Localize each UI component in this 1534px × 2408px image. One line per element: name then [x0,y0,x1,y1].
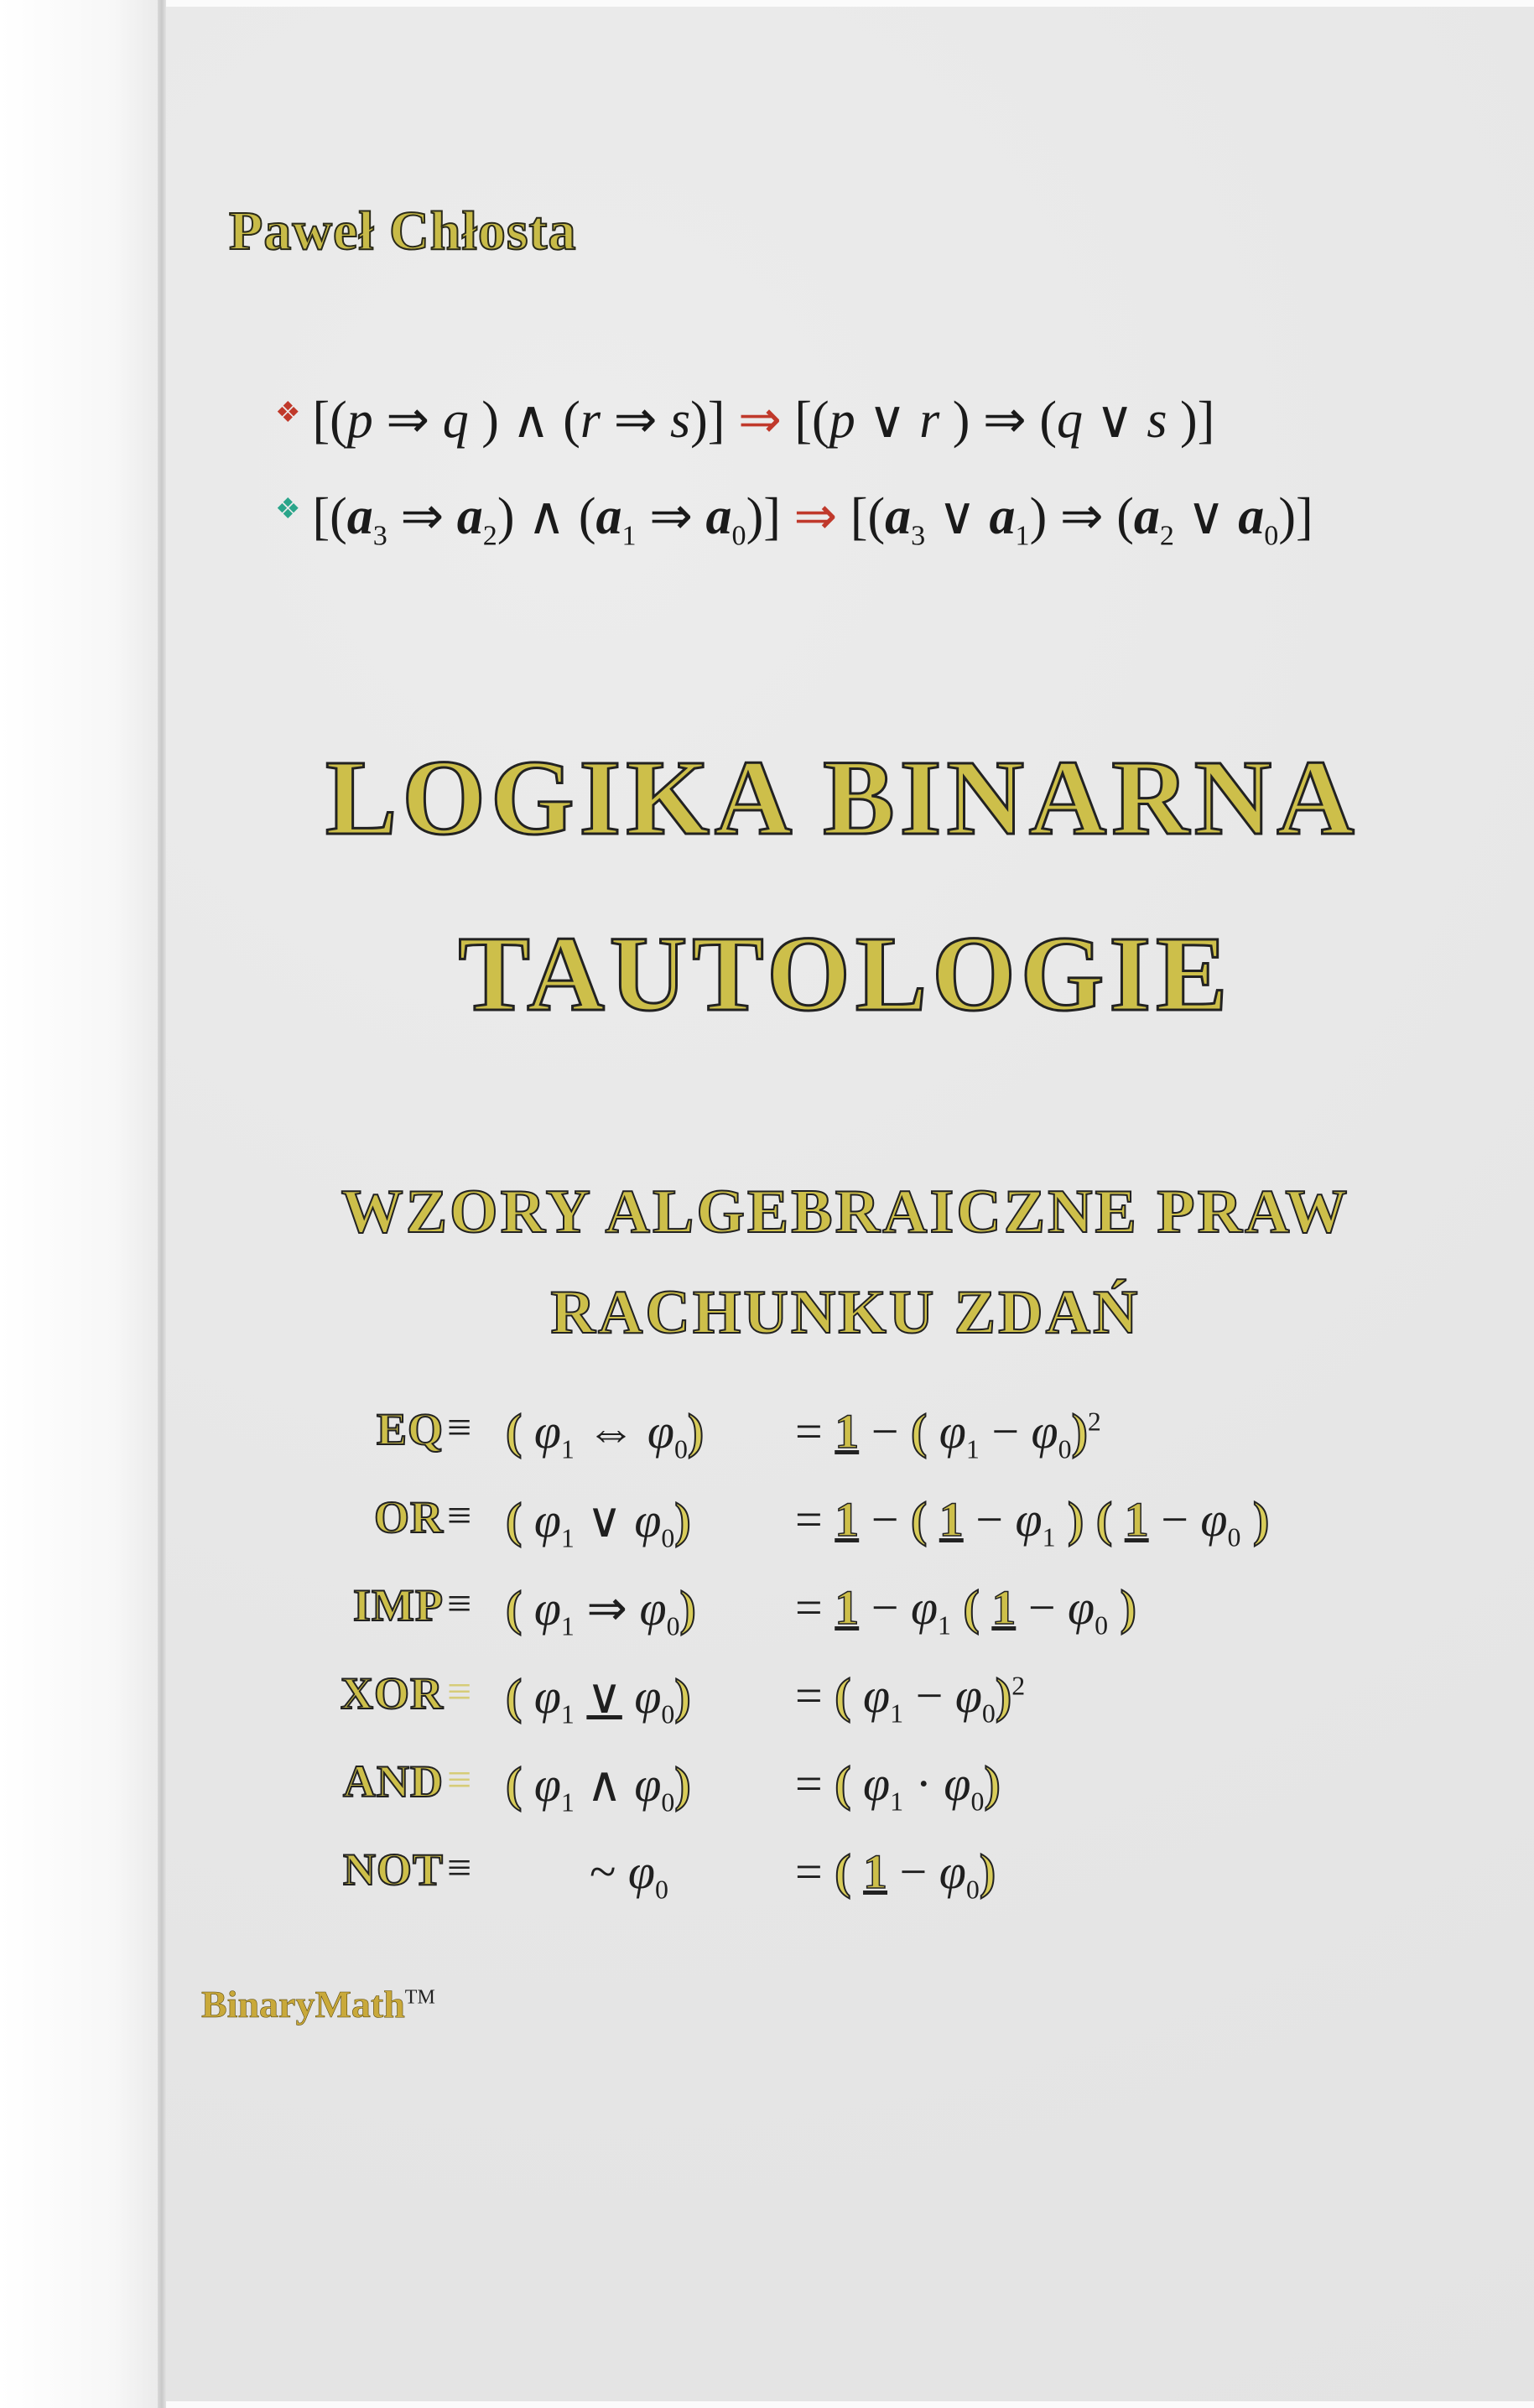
law-expression: = ( $\varphi_1 - \varphi_0)^2$ [795,1668,1026,1729]
law-imp [166,1579,1534,1663]
law-name: IMP [353,1580,444,1630]
equiv-symbol: ≡ [447,1844,472,1892]
law-expression: = ( $\varphi_1 \cdot \varphi_0$) [795,1756,1001,1817]
law-expression: = $1 - \varphi_1$ ( $1 - \varphi_0$ ) [795,1580,1136,1641]
law-or [166,1491,1534,1575]
title-line-1: LOGIKA BINARNA [325,738,1360,857]
spine-edge [158,0,166,2408]
red-diamond-bullet-icon: ❖ [275,398,301,429]
law-name: OR [374,1492,444,1542]
subtitle-line-1: WZORY ALGEBRAICZNE PRAW [341,1178,1350,1246]
law-expression: = ( $1 - \varphi_0$) [795,1844,996,1905]
brand-text: BinaryMath [201,1983,405,2026]
subtitle-line-2: RACHUNKU ZDAŃ [550,1278,1141,1347]
law-xor [166,1667,1534,1751]
tautology-formula-1: ❖ [(p ⇒ q ) ∧ (r ⇒ s)] ⇒ [(p ∨ r ) ⇒ (q ∨ s )] [275,392,1215,449]
law-definition: ( $\varphi_1$ ⇔ $\varphi_0$) [506,1404,705,1464]
title-line-2: TAUTOLOGIE [458,914,1233,1033]
law-name: EQ [376,1404,444,1454]
equiv-symbol: ≡ [447,1756,472,1804]
author-name: Paweł Chłosta [229,200,577,262]
equiv-symbol: ≡ [447,1668,472,1716]
law-expression: = 1 − ( $1 - \varphi_1$ ) ( $1 - \varphi_0$ ) [795,1492,1270,1552]
equiv-symbol: ≡ [447,1404,472,1452]
law-definition: ( $\varphi_1$ ∧ $\varphi_0$) [506,1757,691,1818]
equiv-symbol: ≡ [447,1492,472,1540]
law-name: NOT [342,1844,444,1895]
law-and [166,1755,1534,1839]
publisher-brand [201,1982,435,2026]
trademark-mark: TM [404,1986,435,2009]
law-name: AND [343,1756,444,1807]
book-cover [166,7,1534,2401]
law-eq [166,1403,1534,1487]
tautology-formula-2: ❖ [($a_3$ ⇒ $a_2$) ∧ ($a_1$ ⇒ $a_0$)] ⇒ [($a_3$ ∨ $a_1$) ⇒ ($a_2$ ∨ $a_0$)] [275,488,1313,552]
equiv-symbol: ≡ [447,1580,472,1628]
law-definition: ( $\varphi_1$ ⇒ $\varphi_0$) [506,1581,696,1641]
book-spine [0,0,164,2408]
law-definition: ( $\varphi_1$ ∨ $\varphi_0$) [506,1493,691,1553]
law-not [166,1844,1534,1927]
teal-diamond-bullet-icon: ❖ [275,494,301,525]
law-definition: ( $\varphi_1$ ∨ $\varphi_0$) [506,1669,691,1729]
law-expression: = 1 − ( $\varphi_1 - \varphi_0)^2$ [795,1404,1101,1464]
law-name: XOR [341,1668,444,1719]
law-definition: ~ $\varphi_0$ [590,1844,668,1905]
